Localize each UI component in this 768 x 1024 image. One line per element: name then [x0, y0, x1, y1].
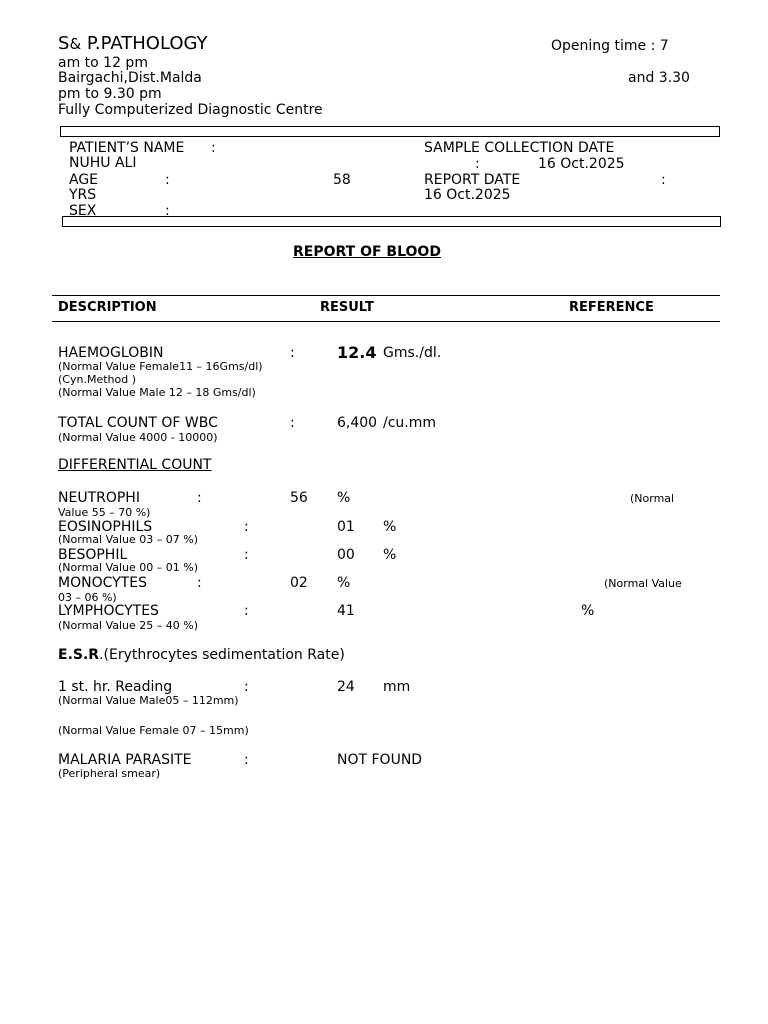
malaria-colon: :	[244, 752, 249, 768]
neutrophil-note-right: (Normal	[630, 492, 675, 505]
malaria-label: MALARIA PARASITE	[58, 752, 192, 768]
monocytes-value: 02	[290, 575, 308, 591]
haemoglobin-note-method: (Cyn.Method )	[58, 373, 136, 386]
age-value: 58	[333, 172, 351, 188]
esr-note-female: (Normal Value Female 07 – 15mm)	[58, 724, 249, 737]
opening-time: Opening time : 7	[551, 38, 669, 54]
monocytes-unit: %	[337, 575, 351, 591]
esr-full: .(Erythrocytes sedimentation Rate)	[99, 647, 345, 663]
lab-name: S& P.PATHOLOGY	[58, 33, 208, 54]
patient-info	[60, 138, 720, 215]
esr-unit: mm	[383, 679, 411, 695]
eosinophils-note: (Normal Value 03 – 07 %)	[58, 533, 199, 546]
lymphocytes-unit: %	[581, 603, 595, 619]
haemoglobin-note-female: (Normal Value Female11 – 16Gms/dl)	[58, 360, 263, 373]
esr-reading-label: 1 st. hr. Reading	[58, 679, 173, 695]
haemoglobin-unit: Gms./dl.	[383, 345, 442, 361]
esr-heading	[58, 648, 345, 662]
age-colon: :	[165, 172, 170, 188]
haemoglobin-note-male: (Normal Value Male 12 – 18 Gms/dl)	[58, 386, 256, 399]
monocytes-note-right: (Normal Value	[604, 577, 682, 590]
age-label: AGE	[69, 172, 99, 188]
patient-name-colon: :	[211, 140, 216, 156]
column-header-bottom-rule	[52, 321, 720, 322]
besophil-note: (Normal Value 00 – 01 %)	[58, 561, 199, 574]
monocytes-note-wrap: 03 – 06 %)	[58, 591, 117, 604]
report-date-value: 16 Oct.2025	[424, 187, 511, 203]
neutrophil-value: 56	[290, 490, 308, 506]
wbc-label: TOTAL COUNT OF WBC	[58, 415, 218, 431]
sample-date-label: SAMPLE COLLECTION DATE	[424, 140, 615, 156]
patient-box-bottom-border	[62, 216, 721, 227]
column-header-top-rule	[52, 295, 720, 296]
patient-name-label: PATIENT’S NAME	[69, 140, 185, 156]
haemoglobin-value: 12.4	[337, 343, 377, 362]
neutrophil-note-wrap: Value 55 – 70 %)	[58, 506, 151, 519]
sample-date-colon: :	[475, 156, 480, 172]
besophil-colon: :	[244, 547, 249, 563]
report-date-colon: :	[661, 172, 666, 188]
report-date-label: REPORT DATE	[424, 172, 521, 188]
lymphocytes-label: LYMPHOCYTES	[58, 603, 159, 619]
eosinophils-colon: :	[244, 519, 249, 535]
sample-date-value: 16 Oct.2025	[538, 156, 625, 172]
besophil-label: BESOPHIL	[58, 547, 128, 563]
malaria-note: (Peripheral smear)	[58, 767, 161, 780]
lymphocytes-note: (Normal Value 25 – 40 %)	[58, 619, 199, 632]
patient-name-value: NUHU ALI	[69, 155, 137, 171]
malaria-value: NOT FOUND	[337, 752, 423, 768]
wbc-unit: /cu.mm	[383, 415, 437, 431]
age-unit: YRS	[69, 187, 97, 203]
sex-colon: :	[165, 203, 170, 215]
report-title: REPORT OF BLOOD	[293, 244, 441, 260]
wbc-value: 6,400	[337, 415, 378, 431]
lab-address: Bairgachi,Dist.Malda	[58, 70, 202, 86]
differential-title: DIFFERENTIAL COUNT	[58, 457, 212, 473]
monocytes-label: MONOCYTES	[58, 575, 147, 591]
eosinophils-label: EOSINOPHILS	[58, 519, 153, 535]
lymphocytes-colon: :	[244, 603, 249, 619]
header-line-2: am to 12 pm	[58, 55, 148, 71]
patient-box-top-border	[60, 126, 720, 137]
column-reference: REFERENCE	[569, 300, 654, 315]
esr-colon: :	[244, 679, 249, 695]
wbc-colon: :	[290, 415, 295, 431]
wbc-note: (Normal Value 4000 - 10000)	[58, 431, 218, 444]
lymphocytes-value: 41	[337, 603, 355, 619]
esr-value: 24	[337, 679, 355, 695]
neutrophil-unit: %	[337, 490, 351, 506]
haemoglobin-colon: :	[290, 345, 295, 361]
column-result: RESULT	[320, 300, 374, 315]
header-line-4: pm to 9.30 pm	[58, 86, 162, 102]
esr-abbr: E.S.R	[58, 647, 100, 663]
eosinophils-value: 01	[337, 519, 355, 535]
haemoglobin-label: HAEMOGLOBIN	[58, 345, 164, 361]
neutrophil-colon: :	[197, 490, 202, 506]
monocytes-colon: :	[197, 575, 202, 591]
esr-note-male: (Normal Value Male05 – 112mm)	[58, 694, 239, 707]
sex-label: SEX	[69, 203, 97, 215]
neutrophil-label: NEUTROPHI	[58, 490, 140, 506]
column-description: DESCRIPTION	[58, 300, 157, 315]
eosinophils-unit: %	[383, 519, 397, 535]
besophil-value: 00	[337, 547, 355, 563]
opening-time-evening: and 3.30	[628, 70, 690, 86]
lab-tagline: Fully Computerized Diagnostic Centre	[58, 102, 323, 118]
besophil-unit: %	[383, 547, 397, 563]
